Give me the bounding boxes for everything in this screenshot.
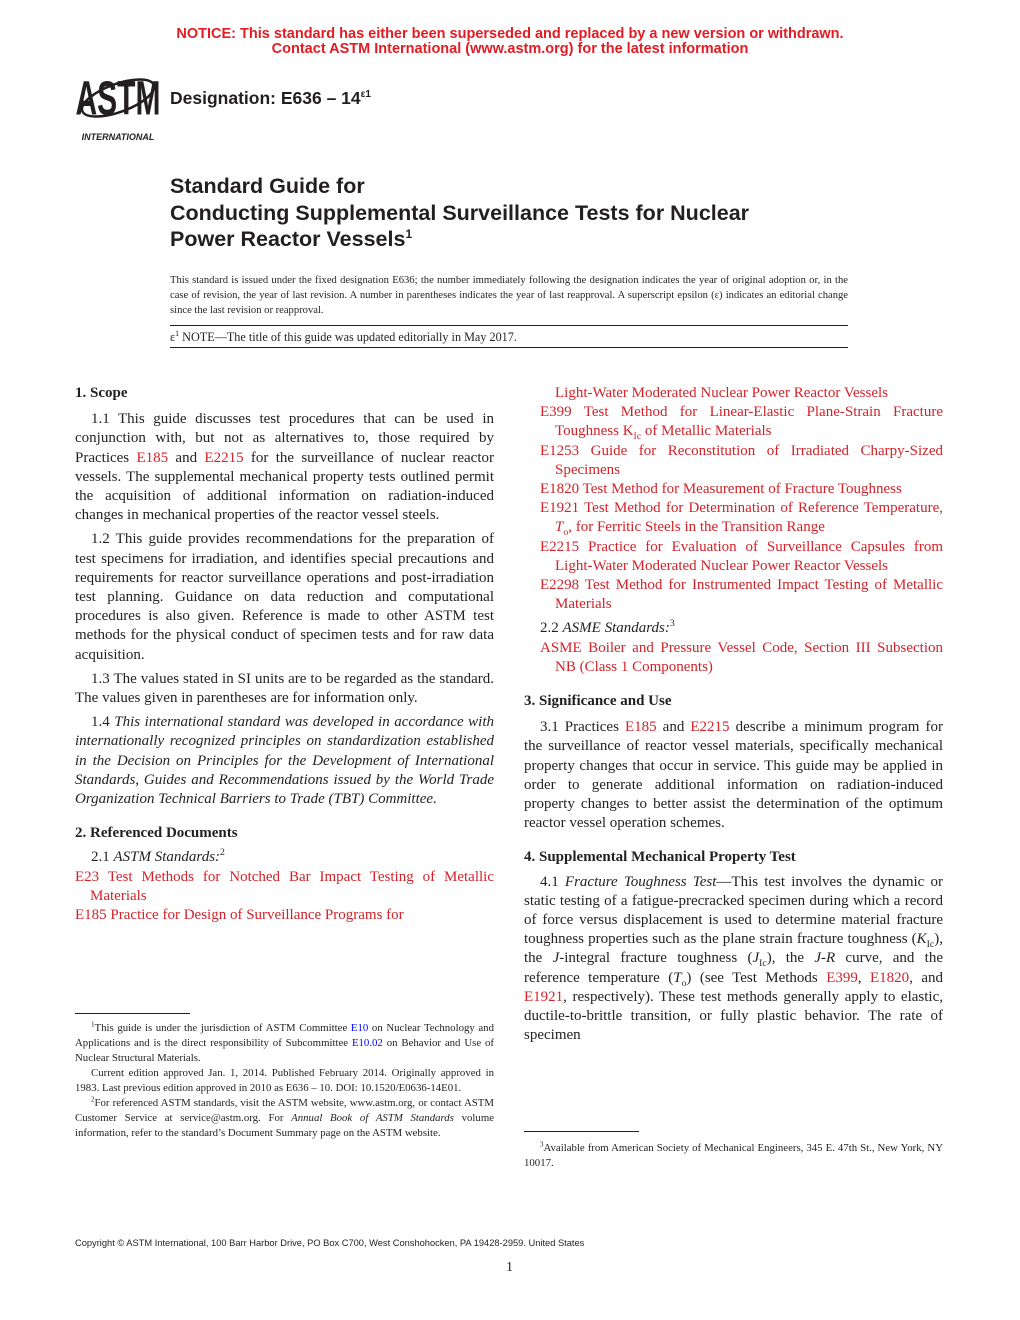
text: ), the — [766, 950, 815, 967]
italic-text: Fracture Toughness Test — [564, 873, 717, 890]
right-column — [524, 384, 943, 1046]
reference-link[interactable]: Ic — [633, 431, 642, 443]
italic-text: This international standard was developed in accordance with internationally recognized principles on standardization established in the Decision on Principles for the Development of International Standards, Guides and Recommendations issued by the World Trade Organization Technical Barriers to Trade (TBT) Committee. — [75, 714, 494, 808]
italic-text: J — [752, 950, 760, 967]
notice-line-2: Contact ASTM International (www.astm.org) for the latest information — [271, 41, 749, 57]
designation-intro: This standard is issued under the fixed designation E636; the number immediately following the designation indicates the year of original adoption or, in the case of revision, the year of last revision. A number in parentheses indicates the year of last reapproval. A superscript epsilon (ε) indicates an editorial change since the last revision or reapproval. — [170, 275, 848, 316]
text: curve, and the reference temperature ( — [524, 950, 944, 986]
footnote-3 — [524, 1141, 943, 1171]
text: 4.1 — [540, 873, 565, 890]
text: and — [656, 719, 691, 736]
section-heading-scope: 1. Scope — [75, 385, 128, 401]
italic-text: J — [552, 950, 560, 967]
reference-link[interactable]: E1921 Test Method for Determination of Reference Temperature, — [540, 500, 943, 517]
reference-link[interactable]: E1921 — [524, 988, 564, 1005]
reference-link[interactable]: , for Ferritic Steels in the Transition Range — [568, 519, 825, 536]
footnote-1 — [75, 1021, 494, 1066]
reference-e185-continued — [524, 384, 943, 403]
page-number: 1 — [506, 1260, 513, 1275]
copyright: Copyright © ASTM International, 100 Barr Harbor Drive, PO Box C700, West Conshohocken, PA 19428-2959. United States — [75, 1238, 585, 1248]
astm-logo-icon — [76, 68, 160, 144]
reference-link[interactable]: E2215 Practice for Evaluation of Surveillance Capsules from Light-Water Moderated Nuclear Power Reactor Vessels — [540, 538, 943, 574]
footnote-divider — [75, 1013, 190, 1014]
subscript: Ic — [759, 958, 767, 970]
reference-link[interactable]: E2298 Test Method for Instrumented Impact Testing of Metallic Materials — [540, 577, 943, 613]
italic-text: Annual Book of ASTM Standards — [291, 1112, 454, 1124]
reference-link[interactable]: E1820 Test Method for Measurement of Fracture Toughness — [540, 481, 902, 498]
italic-text: T — [673, 969, 682, 986]
reference-e23 — [75, 868, 494, 906]
reference-e1921 — [524, 499, 943, 537]
reference-e2298 — [524, 576, 943, 614]
text: Current edition approved Jan. 1, 2014. Published February 2014. Originally approved in 1983. Last previous edition approved in 2010 as E636 – 10. DOI: 10.1520/E0636-14E01. — [75, 1067, 494, 1094]
svg-text:INTERNATIONAL: INTERNATIONAL — [81, 132, 155, 142]
reference-link[interactable]: of Metallic Materials — [641, 423, 772, 440]
italic-text: K — [916, 931, 927, 948]
footnote-divider — [524, 1131, 639, 1132]
epsilon-note-text: NOTE—The title of this guide was updated editorially in May 2017. — [179, 330, 517, 344]
text: on Nuclear Technology and Applications and is the direct responsibility of Subcommittee — [75, 1022, 494, 1049]
paragraph-1-4 — [75, 713, 494, 809]
reference-link[interactable]: E2215 — [690, 719, 730, 736]
text: Available from American Society of Mechanical Engineers, 345 E. 47th St., New York, NY 10017. — [524, 1142, 943, 1169]
reference-link[interactable]: Light-Water Moderated Nuclear Power Reactor Vessels — [555, 385, 888, 401]
text: For referenced ASTM standards, visit the ASTM website, www.astm.org, or contact ASTM Customer Service at service@astm.org. For — [75, 1097, 494, 1124]
text: 2.1 — [91, 849, 114, 866]
reference-link[interactable]: E399 — [826, 969, 858, 986]
epsilon-mark: ε — [170, 330, 176, 344]
subscript: Ic — [926, 939, 935, 951]
text: 1.1 This guide discusses test procedures that can be used in conjunction with, but not as alternatives to, those required by Practices — [75, 411, 494, 466]
text: , and — [909, 969, 943, 986]
text: -integral fracture toughness ( — [559, 950, 753, 967]
section-heading-referenced-documents: 2. Referenced Documents — [75, 825, 238, 842]
italic-text: ASME Standards: — [562, 620, 670, 637]
text: 1.2 This guide provides recommendations for the preparation of test specimens for irradiation, and identifies special precautions and requirements for reactor surveillance operations and post-irradiation test planning. Guidance on data reduction and computational procedures is also given. Reference is made to other ASTM test methods for the physical conduct of specimen tests and for raw data acquisition. — [75, 531, 494, 663]
reference-link[interactable]: E23 Test Methods for Notched Bar Impact Testing of Metallic Materials — [75, 868, 494, 904]
document-title — [170, 173, 749, 253]
footnote-2 — [75, 1096, 494, 1141]
section-heading-supplemental: 4. Supplemental Mechanical Property Test — [524, 849, 796, 866]
paragraph-1-2 — [75, 530, 494, 664]
text: for the surveillance of nuclear reactor vessels. The supplemental mechanical property tests outlined permit the acquisition of additional information on radiation-induced changes in mechanical properties of the reactor vessel steels. — [75, 449, 494, 524]
footnote-mark: 3 — [540, 1140, 544, 1149]
footnote-mark: 2 — [220, 847, 225, 859]
italic-text: J-R — [814, 950, 836, 967]
reference-link[interactable]: T — [555, 519, 564, 536]
epsilon-note — [170, 330, 517, 345]
subscript: o — [681, 977, 687, 989]
epsilon-sup: 1 — [175, 328, 180, 338]
reference-e2215 — [524, 538, 943, 576]
reference-e1253 — [524, 442, 943, 480]
paragraph-1-1 — [75, 410, 494, 525]
paragraph-2-1 — [75, 848, 494, 867]
title-line-1: Standard Guide for — [170, 174, 365, 198]
paragraph-3-1 — [524, 718, 943, 833]
title-line-2: Conducting Supplemental Surveillance Tests for Nuclear — [170, 200, 750, 225]
paragraph-2-2 — [524, 619, 943, 638]
designation-epsilon: ε1 — [360, 89, 371, 101]
text: ) (see Test Methods — [686, 969, 827, 986]
reference-link[interactable]: E10 — [350, 1022, 369, 1034]
footnote-mark: 2 — [91, 1095, 95, 1104]
reference-link[interactable]: E10.02 — [351, 1037, 383, 1049]
reference-asme — [524, 639, 943, 677]
text: 1.3 The values stated in SI units are to be regarded as the standard. The values given in parentheses are for information only. — [75, 670, 494, 707]
reference-link[interactable]: o — [563, 527, 569, 539]
reference-link[interactable]: E185 — [136, 449, 169, 466]
section-heading-significance: 3. Significance and Use — [524, 693, 672, 710]
notice-line-1: NOTICE: This standard has either been superseded and replaced by a new version or withdrawn. — [176, 26, 844, 42]
reference-link[interactable]: E185 Practice for Design of Surveillance Programs for — [75, 907, 404, 924]
reference-link[interactable]: E1820 — [870, 969, 910, 986]
reference-link[interactable]: E185 — [624, 719, 657, 736]
text: on Behavior and Use of Nuclear Structural Materials. — [75, 1037, 494, 1064]
text: , respectively). These test methods generally apply to elastic, ductile-to-brittle transition, or fully plastic behavior. The rate of specimen — [524, 988, 943, 1044]
footnote-mark: 1 — [91, 1020, 95, 1029]
reference-link[interactable]: E399 Test Method for Linear-Elastic Plane-Strain Fracture Toughness K — [540, 404, 943, 440]
text: 3.1 Practices — [540, 719, 625, 736]
divider — [170, 347, 848, 348]
reference-link[interactable]: ASME Boiler and Pressure Vessel Code, Section III Subsection NB (Class 1 Components) — [540, 639, 943, 675]
left-column — [75, 384, 494, 925]
text: 1.4 — [91, 714, 115, 731]
text: describe a minimum program for the surveillance of reactor vessel materials, specifically mechanical property changes that occur in service. This guide may be applied in order to generate additional information on radiation-induced property changes to better assist the determination of the optimum reactor vessel operation schemes. — [524, 719, 943, 832]
designation-label: Designation: E636 – 14 — [170, 88, 361, 108]
designation — [170, 88, 371, 109]
text: ), the — [524, 931, 943, 967]
reference-link[interactable]: E2215 — [204, 449, 244, 466]
text: and — [168, 449, 205, 466]
footnote-1-edition — [75, 1066, 494, 1096]
astm-logo — [76, 68, 160, 144]
footnote-mark: 3 — [669, 618, 675, 630]
text: —This test involves the dynamic or static testing of a fatigue-precracked specimen during which a record of force versus displacement is used to determine material fracture toughness properties such as the plane strain fracture toughness ( — [524, 873, 943, 948]
title-footnote-mark: 1 — [405, 226, 413, 241]
paragraph-4-1 — [524, 873, 943, 1046]
svg-text:ASTM: ASTM — [76, 72, 160, 126]
paragraph-1-3 — [75, 670, 494, 708]
title-line-3: Power Reactor Vessels — [170, 227, 406, 251]
divider — [170, 325, 848, 326]
text: This guide is under the jurisdiction of ASTM Committee — [94, 1022, 351, 1034]
reference-e399 — [524, 403, 943, 441]
italic-text: ASTM Standards: — [113, 849, 221, 866]
right-footnotes — [524, 1141, 943, 1171]
text: , — [857, 969, 871, 986]
reference-link[interactable]: E1253 Guide for Reconstitution of Irradiated Charpy-Sized Specimens — [540, 442, 943, 478]
reference-e1820 — [524, 480, 943, 499]
text: 2.2 — [540, 620, 563, 637]
left-footnotes — [75, 1021, 494, 1141]
reference-e185 — [75, 906, 494, 925]
text: volume information, refer to the standard’s Document Summary page on the ASTM website. — [75, 1112, 495, 1139]
